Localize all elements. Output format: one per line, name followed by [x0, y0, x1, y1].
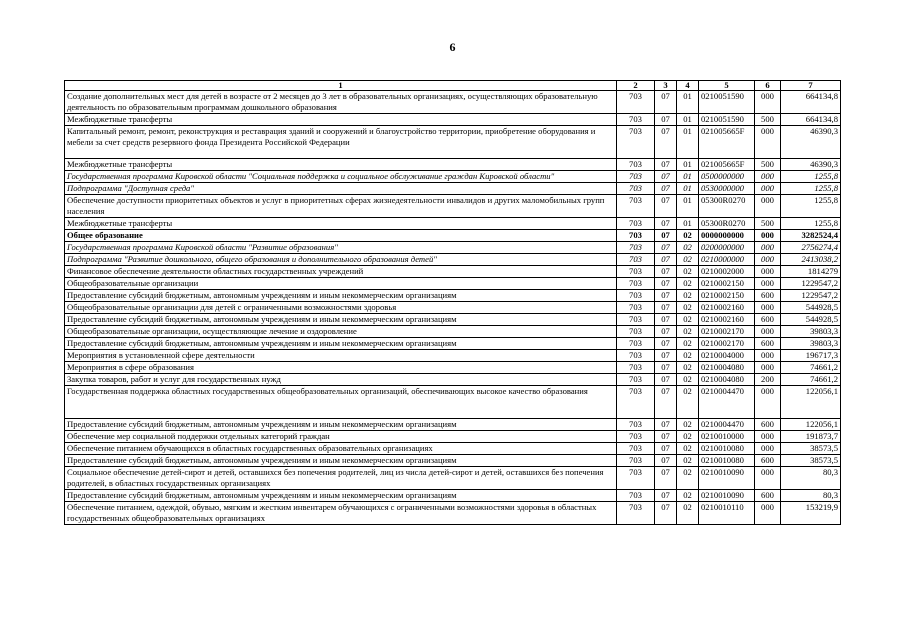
row-target-article-cell: 0200000000 [699, 242, 755, 254]
row-section-cell: 07 [655, 419, 677, 431]
row-expense-type-cell: 000 [755, 326, 781, 338]
table-row [65, 290, 841, 302]
row-section-cell: 07 [655, 350, 677, 362]
row-section-cell: 07 [655, 374, 677, 386]
row-expense-type-cell: 000 [755, 278, 781, 290]
row-target-article-cell: 0210051590 [699, 114, 755, 126]
table-row [65, 431, 841, 443]
row-amount-cell: 191873,7 [781, 431, 841, 443]
row-name-cell: Предоставление субсидий бюджетным, автономным учреждениям и иным некоммерческим организациям [65, 419, 617, 431]
row-expense-type-cell: 000 [755, 91, 781, 114]
column-header: 1 [65, 81, 617, 91]
row-admin-code-cell: 703 [617, 195, 655, 218]
row-target-article-cell: 021005665F [699, 126, 755, 159]
row-name-cell: Мероприятия в установленной сфере деятельности [65, 350, 617, 362]
row-section-cell: 07 [655, 467, 677, 490]
row-target-article-cell: 0210002170 [699, 326, 755, 338]
row-name-cell: Общеобразовательные организации [65, 278, 617, 290]
row-section-cell: 07 [655, 114, 677, 126]
row-subsection-cell: 02 [677, 302, 699, 314]
row-expense-type-cell: 000 [755, 386, 781, 419]
table-row [65, 326, 841, 338]
table-row [65, 114, 841, 126]
row-subsection-cell: 02 [677, 502, 699, 525]
row-section-cell: 07 [655, 230, 677, 242]
table-row [65, 443, 841, 455]
row-amount-cell: 153219,9 [781, 502, 841, 525]
row-amount-cell: 39803,3 [781, 326, 841, 338]
table-row [65, 195, 841, 218]
row-subsection-cell: 01 [677, 159, 699, 171]
row-subsection-cell: 02 [677, 230, 699, 242]
row-subsection-cell: 02 [677, 386, 699, 419]
row-section-cell: 07 [655, 266, 677, 278]
row-admin-code-cell: 703 [617, 386, 655, 419]
row-target-article-cell: 0210000000 [699, 254, 755, 266]
row-target-article-cell: 0210004470 [699, 419, 755, 431]
row-name-cell: Государственная поддержка областных государственных общеобразовательных организаций, обеспечивающих высокое качество образования [65, 386, 617, 419]
row-subsection-cell: 02 [677, 242, 699, 254]
row-target-article-cell: 0210002160 [699, 314, 755, 326]
row-admin-code-cell: 703 [617, 278, 655, 290]
row-section-cell: 07 [655, 290, 677, 302]
row-amount-cell: 1229547,2 [781, 278, 841, 290]
row-section-cell: 07 [655, 195, 677, 218]
row-admin-code-cell: 703 [617, 350, 655, 362]
row-target-article-cell: 0210002160 [699, 302, 755, 314]
row-target-article-cell: 0210004080 [699, 374, 755, 386]
row-target-article-cell: 0530000000 [699, 183, 755, 195]
row-subsection-cell: 02 [677, 314, 699, 326]
row-target-article-cell: 021005665F [699, 159, 755, 171]
row-admin-code-cell: 703 [617, 159, 655, 171]
row-amount-cell: 46390,3 [781, 159, 841, 171]
column-header: 3 [655, 81, 677, 91]
row-amount-cell: 80,3 [781, 467, 841, 490]
row-section-cell: 07 [655, 386, 677, 419]
row-expense-type-cell: 000 [755, 254, 781, 266]
row-target-article-cell: 0210004470 [699, 386, 755, 419]
page-number: 6 [449, 40, 456, 54]
row-section-cell: 07 [655, 502, 677, 525]
row-name-cell: Подпрограмма "Доступная среда" [65, 183, 617, 195]
row-section-cell: 07 [655, 159, 677, 171]
table-row [65, 183, 841, 195]
row-subsection-cell: 02 [677, 338, 699, 350]
row-section-cell: 07 [655, 455, 677, 467]
row-admin-code-cell: 703 [617, 126, 655, 159]
row-expense-type-cell: 200 [755, 374, 781, 386]
row-admin-code-cell: 703 [617, 290, 655, 302]
row-name-cell: Общеобразовательные организации, осуществляющие лечение и оздоровление [65, 326, 617, 338]
row-admin-code-cell: 703 [617, 218, 655, 230]
row-name-cell: Государственная программа Кировской области "Развитие образования" [65, 242, 617, 254]
row-subsection-cell: 02 [677, 290, 699, 302]
row-subsection-cell: 01 [677, 218, 699, 230]
row-name-cell: Предоставление субсидий бюджетным, автономным учреждениям и иным некоммерческим организациям [65, 490, 617, 502]
row-admin-code-cell: 703 [617, 114, 655, 126]
row-expense-type-cell: 600 [755, 490, 781, 502]
row-admin-code-cell: 703 [617, 254, 655, 266]
row-expense-type-cell: 600 [755, 314, 781, 326]
row-admin-code-cell: 703 [617, 171, 655, 183]
row-target-article-cell: 0210010110 [699, 502, 755, 525]
column-header: 5 [699, 81, 755, 91]
table-row [65, 338, 841, 350]
row-amount-cell: 122056,1 [781, 419, 841, 431]
row-expense-type-cell: 000 [755, 443, 781, 455]
row-admin-code-cell: 703 [617, 314, 655, 326]
row-subsection-cell: 02 [677, 350, 699, 362]
row-section-cell: 07 [655, 326, 677, 338]
row-name-cell: Предоставление субсидий бюджетным, автономным учреждениям и иным некоммерческим организациям [65, 455, 617, 467]
row-subsection-cell: 02 [677, 278, 699, 290]
row-target-article-cell: 0210002150 [699, 278, 755, 290]
row-target-article-cell: 05300R0270 [699, 195, 755, 218]
row-amount-cell: 196717,3 [781, 350, 841, 362]
row-subsection-cell: 02 [677, 467, 699, 490]
row-section-cell: 07 [655, 443, 677, 455]
row-admin-code-cell: 703 [617, 431, 655, 443]
row-expense-type-cell: 000 [755, 126, 781, 159]
table-row [65, 302, 841, 314]
row-expense-type-cell: 600 [755, 290, 781, 302]
row-section-cell: 07 [655, 242, 677, 254]
table-row [65, 230, 841, 242]
row-section-cell: 07 [655, 91, 677, 114]
row-expense-type-cell: 500 [755, 218, 781, 230]
row-subsection-cell: 02 [677, 266, 699, 278]
row-amount-cell: 2413038,2 [781, 254, 841, 266]
row-section-cell: 07 [655, 254, 677, 266]
row-target-article-cell: 0210010080 [699, 443, 755, 455]
row-admin-code-cell: 703 [617, 362, 655, 374]
row-expense-type-cell: 000 [755, 467, 781, 490]
row-subsection-cell: 01 [677, 171, 699, 183]
table-row [65, 467, 841, 490]
row-expense-type-cell: 000 [755, 350, 781, 362]
row-name-cell: Предоставление субсидий бюджетным, автономным учреждениям и иным некоммерческим организациям [65, 338, 617, 350]
row-section-cell: 07 [655, 126, 677, 159]
table-row [65, 171, 841, 183]
row-subsection-cell: 01 [677, 91, 699, 114]
row-amount-cell: 74661,2 [781, 374, 841, 386]
row-name-cell: Создание дополнительных мест для детей в возрасте от 2 месяцев до 3 лет в образовательных организациях, осуществляющих образовательную деятельность по образовательным программам дошкольного образования [65, 91, 617, 114]
column-header: 4 [677, 81, 699, 91]
table-row [65, 455, 841, 467]
row-subsection-cell: 02 [677, 374, 699, 386]
table-row [65, 159, 841, 171]
row-subsection-cell: 01 [677, 183, 699, 195]
row-admin-code-cell: 703 [617, 455, 655, 467]
row-name-cell: Закупка товаров, работ и услуг для государственных нужд [65, 374, 617, 386]
row-amount-cell: 122056,1 [781, 386, 841, 419]
row-expense-type-cell: 000 [755, 266, 781, 278]
row-expense-type-cell: 600 [755, 419, 781, 431]
row-target-article-cell: 0210010000 [699, 431, 755, 443]
column-header: 7 [781, 81, 841, 91]
row-admin-code-cell: 703 [617, 91, 655, 114]
row-name-cell: Межбюджетные трансферты [65, 218, 617, 230]
row-subsection-cell: 02 [677, 362, 699, 374]
row-section-cell: 07 [655, 218, 677, 230]
row-expense-type-cell: 000 [755, 302, 781, 314]
row-subsection-cell: 02 [677, 490, 699, 502]
row-name-cell: Общеобразовательные организации для детей с ограниченными возможностями здоровья [65, 302, 617, 314]
row-amount-cell: 1255,8 [781, 195, 841, 218]
row-admin-code-cell: 703 [617, 502, 655, 525]
row-amount-cell: 38573,5 [781, 443, 841, 455]
row-admin-code-cell: 703 [617, 302, 655, 314]
row-amount-cell: 74661,2 [781, 362, 841, 374]
row-admin-code-cell: 703 [617, 230, 655, 242]
row-expense-type-cell: 000 [755, 362, 781, 374]
row-amount-cell: 664134,8 [781, 91, 841, 114]
row-target-article-cell: 0210002170 [699, 338, 755, 350]
row-amount-cell: 39803,3 [781, 338, 841, 350]
row-subsection-cell: 02 [677, 455, 699, 467]
row-name-cell: Обеспечение питанием, одеждой, обувью, мягким и жестким инвентарем обучающихся с ограниченными возможностями здоровья в областных государственных общеобразовательных организациях [65, 502, 617, 525]
row-amount-cell: 2756274,4 [781, 242, 841, 254]
row-name-cell: Общее образование [65, 230, 617, 242]
row-amount-cell: 3282524,4 [781, 230, 841, 242]
row-admin-code-cell: 703 [617, 266, 655, 278]
row-amount-cell: 1255,8 [781, 183, 841, 195]
row-name-cell: Государственная программа Кировской области "Социальная поддержка и социальное обслуживание граждан Кировской области" [65, 171, 617, 183]
row-name-cell: Капитальный ремонт, ремонт, реконструкция и реставрация зданий и сооружений и благоустройство территории, приобретение оборудования и мебели за счет средств резервного фонда Президента Российской Федерации [65, 126, 617, 159]
row-admin-code-cell: 703 [617, 374, 655, 386]
row-admin-code-cell: 703 [617, 419, 655, 431]
row-section-cell: 07 [655, 183, 677, 195]
row-subsection-cell: 02 [677, 443, 699, 455]
table-row [65, 91, 841, 114]
row-expense-type-cell: 000 [755, 230, 781, 242]
table-row [65, 502, 841, 525]
row-admin-code-cell: 703 [617, 242, 655, 254]
row-name-cell: Предоставление субсидий бюджетным, автономным учреждениям и иным некоммерческим организациям [65, 314, 617, 326]
row-expense-type-cell: 600 [755, 338, 781, 350]
row-target-article-cell: 0210010090 [699, 490, 755, 502]
row-section-cell: 07 [655, 362, 677, 374]
row-admin-code-cell: 703 [617, 338, 655, 350]
row-target-article-cell: 0210051590 [699, 91, 755, 114]
table-row [65, 254, 841, 266]
row-name-cell: Предоставление субсидий бюджетным, автономным учреждениям и иным некоммерческим организациям [65, 290, 617, 302]
row-admin-code-cell: 703 [617, 490, 655, 502]
row-section-cell: 07 [655, 278, 677, 290]
row-name-cell: Межбюджетные трансферты [65, 114, 617, 126]
row-amount-cell: 1229547,2 [781, 290, 841, 302]
table-body [65, 91, 841, 525]
row-expense-type-cell: 000 [755, 183, 781, 195]
row-subsection-cell: 02 [677, 431, 699, 443]
row-expense-type-cell: 500 [755, 114, 781, 126]
row-amount-cell: 1255,8 [781, 218, 841, 230]
row-expense-type-cell: 000 [755, 502, 781, 525]
row-subsection-cell: 02 [677, 254, 699, 266]
row-expense-type-cell: 000 [755, 242, 781, 254]
row-expense-type-cell: 500 [755, 159, 781, 171]
row-amount-cell: 46390,3 [781, 126, 841, 159]
table-row [65, 490, 841, 502]
row-target-article-cell: 0500000000 [699, 171, 755, 183]
table-row [65, 278, 841, 290]
row-name-cell: Подпрограмма "Развитие дошкольного, общего образования и дополнительного образования детей" [65, 254, 617, 266]
table-row [65, 386, 841, 419]
table-row [65, 126, 841, 159]
row-amount-cell: 80,3 [781, 490, 841, 502]
table-row [65, 218, 841, 230]
row-admin-code-cell: 703 [617, 467, 655, 490]
row-target-article-cell: 05300R0270 [699, 218, 755, 230]
row-expense-type-cell: 000 [755, 431, 781, 443]
row-expense-type-cell: 000 [755, 195, 781, 218]
row-subsection-cell: 02 [677, 419, 699, 431]
row-name-cell: Социальное обеспечение детей-сирот и детей, оставшихся без попечения родителей, лиц из числа детей-сирот и детей, оставшихся без попечения родителей, в областных государственных организациях [65, 467, 617, 490]
row-subsection-cell: 01 [677, 126, 699, 159]
table-row [65, 266, 841, 278]
row-name-cell: Обеспечение питанием обучающихся в областных государственных образовательных организациях [65, 443, 617, 455]
row-expense-type-cell: 600 [755, 455, 781, 467]
column-number-row [65, 81, 841, 91]
table-row [65, 419, 841, 431]
column-header: 2 [617, 81, 655, 91]
row-subsection-cell: 02 [677, 326, 699, 338]
column-header: 6 [755, 81, 781, 91]
row-target-article-cell: 0000000000 [699, 230, 755, 242]
row-admin-code-cell: 703 [617, 183, 655, 195]
row-expense-type-cell: 000 [755, 171, 781, 183]
row-section-cell: 07 [655, 302, 677, 314]
row-amount-cell: 664134,8 [781, 114, 841, 126]
table-row [65, 362, 841, 374]
row-name-cell: Мероприятия в сфере образования [65, 362, 617, 374]
row-amount-cell: 544928,5 [781, 302, 841, 314]
table-row [65, 242, 841, 254]
row-target-article-cell: 0210004080 [699, 362, 755, 374]
table-row [65, 374, 841, 386]
row-name-cell: Обеспечение доступности приоритетных объектов и услуг в приоритетных сферах жизнедеятельности инвалидов и других маломобильных групп населения [65, 195, 617, 218]
row-amount-cell: 1814279 [781, 266, 841, 278]
row-target-article-cell: 0210004000 [699, 350, 755, 362]
row-subsection-cell: 01 [677, 114, 699, 126]
row-section-cell: 07 [655, 338, 677, 350]
row-section-cell: 07 [655, 431, 677, 443]
row-target-article-cell: 0210002150 [699, 290, 755, 302]
row-subsection-cell: 01 [677, 195, 699, 218]
row-amount-cell: 544928,5 [781, 314, 841, 326]
row-name-cell: Межбюджетные трансферты [65, 159, 617, 171]
row-section-cell: 07 [655, 314, 677, 326]
table-row [65, 350, 841, 362]
row-target-article-cell: 0210010080 [699, 455, 755, 467]
table-row [65, 314, 841, 326]
row-name-cell: Финансовое обеспечение деятельности областных государственных учреждений [65, 266, 617, 278]
row-amount-cell: 1255,8 [781, 171, 841, 183]
row-admin-code-cell: 703 [617, 443, 655, 455]
row-name-cell: Обеспечение мер социальной поддержки отдельных категорий граждан [65, 431, 617, 443]
row-admin-code-cell: 703 [617, 326, 655, 338]
row-section-cell: 07 [655, 490, 677, 502]
row-section-cell: 07 [655, 171, 677, 183]
row-amount-cell: 38573,5 [781, 455, 841, 467]
row-target-article-cell: 0210002000 [699, 266, 755, 278]
row-target-article-cell: 0210010090 [699, 467, 755, 490]
budget-table [64, 80, 841, 525]
